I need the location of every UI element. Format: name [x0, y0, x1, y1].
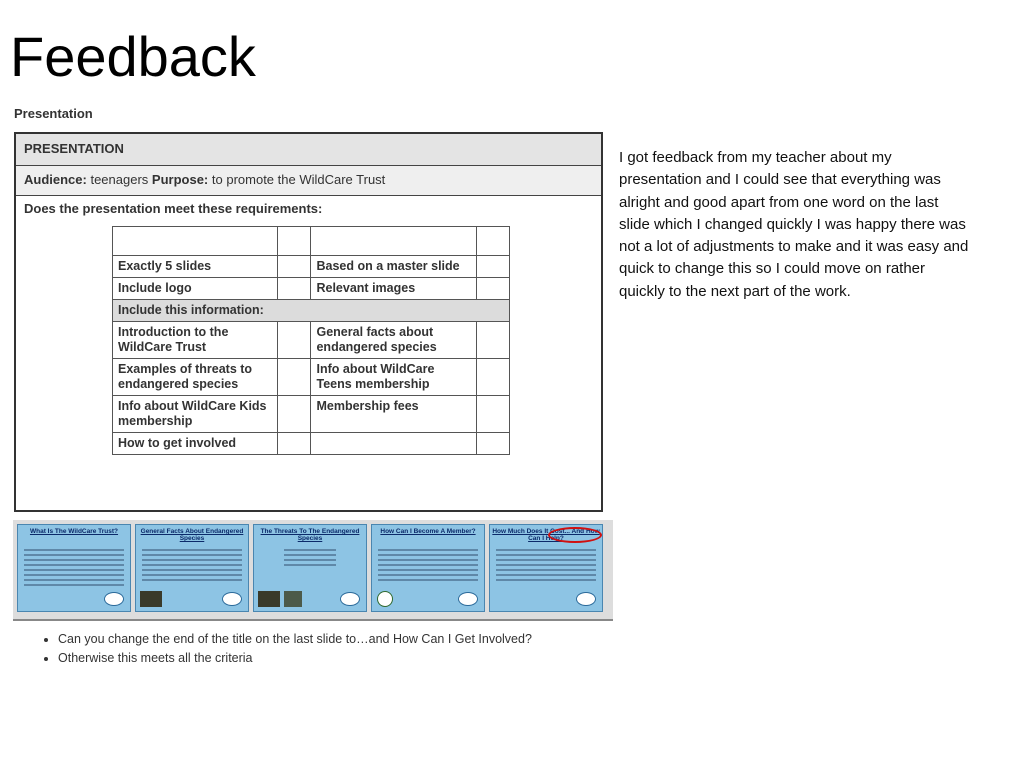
slide-thumbnail[interactable]	[371, 524, 485, 612]
checkbox-cell[interactable]	[476, 359, 509, 396]
slide-thumbnail[interactable]	[17, 524, 131, 612]
landscape-image-icon	[284, 591, 302, 607]
requirements-form	[14, 132, 603, 512]
checkbox-cell[interactable]	[476, 256, 509, 278]
bullet-item: • Otherwise this meets all the criteria	[58, 651, 532, 665]
checkbox-cell[interactable]	[278, 433, 311, 455]
requirement-cell: Based on a master slide	[311, 256, 476, 278]
highlight-circle	[548, 527, 602, 543]
audience-label: Audience:	[24, 172, 87, 187]
table-row	[113, 256, 510, 278]
purpose-label: Purpose:	[151, 172, 209, 187]
thumbnail-title: How Much Does It Cost... And How Can I Help?	[492, 528, 600, 542]
requirement-cell: How to get involved	[113, 433, 278, 455]
table-row	[113, 300, 510, 322]
checkbox-cell[interactable]	[278, 396, 311, 433]
checkbox-cell[interactable]	[278, 359, 311, 396]
requirement-cell: Info about WildCare Kids membership	[113, 396, 278, 433]
checkbox-cell[interactable]	[476, 322, 509, 359]
requirement-cell: Membership fees	[311, 396, 476, 433]
form-header: PRESENTATION	[16, 134, 601, 166]
audience-row	[16, 166, 601, 196]
slide-thumbnail[interactable]	[253, 524, 367, 612]
logo-icon	[458, 592, 478, 606]
requirements-question: Does the presentation meet these requirements:	[24, 201, 323, 216]
info-header: Include this information:	[113, 300, 510, 322]
slide-title: Feedback	[10, 25, 256, 88]
requirements-table	[112, 226, 510, 455]
table-row	[113, 278, 510, 300]
slide-thumbnails	[13, 520, 613, 621]
requirement-cell: Introduction to the WildCare Trust	[113, 322, 278, 359]
requirement-cell: Relevant images	[311, 278, 476, 300]
table-row	[113, 227, 510, 256]
requirement-cell: Include logo	[113, 278, 278, 300]
logo-icon	[340, 592, 360, 606]
requirement-cell: Info about WildCare Teens membership	[311, 359, 476, 396]
purpose-value: to promote the WildCare Trust	[211, 172, 386, 187]
checkbox-cell[interactable]	[278, 256, 311, 278]
feedback-paragraph: I got feedback from my teacher about my presentation and I could see that everything was alright and good apart from one word on the last slide which I changed quickly I was happy there was not a lot of adjustments to make and it was easy and quick to change this so I could move on rather quickly to the next part of the work.	[619, 149, 969, 300]
thumbnail-title: What Is The WildCare Trust?	[29, 528, 119, 535]
table-row	[113, 322, 510, 359]
checkbox-cell[interactable]	[476, 396, 509, 433]
section-label: Presentation	[14, 106, 93, 121]
requirement-cell: General facts about endangered species	[311, 322, 476, 359]
checkbox-cell[interactable]	[278, 278, 311, 300]
thumbnail-title: The Threats To The Endangered Species	[260, 528, 360, 542]
logo-icon	[576, 592, 596, 606]
table-row	[113, 396, 510, 433]
thumbnail-title: How Can I Become A Member?	[380, 528, 476, 535]
checkbox-cell[interactable]	[476, 278, 509, 300]
table-row	[113, 433, 510, 455]
logo-icon	[104, 592, 124, 606]
requirement-cell	[311, 433, 476, 455]
table-row	[113, 359, 510, 396]
checkbox-cell[interactable]	[278, 322, 311, 359]
requirement-cell: Exactly 5 slides	[113, 256, 278, 278]
slide-thumbnail[interactable]	[489, 524, 603, 612]
checkbox-cell[interactable]	[476, 433, 509, 455]
animal-image-icon	[258, 591, 280, 607]
bullet-item: • Can you change the end of the title on the last slide to…and How Can I Get Involved?	[58, 632, 532, 646]
animal-image-icon	[140, 591, 162, 607]
badge-icon	[377, 591, 393, 607]
thumbnail-title: General Facts About Endangered Species	[140, 528, 244, 542]
logo-icon	[222, 592, 242, 606]
requirement-cell: Examples of threats to endangered species	[113, 359, 278, 396]
slide-thumbnail[interactable]	[135, 524, 249, 612]
audience-value: teenagers	[90, 172, 149, 187]
feedback-bullets	[36, 632, 532, 670]
